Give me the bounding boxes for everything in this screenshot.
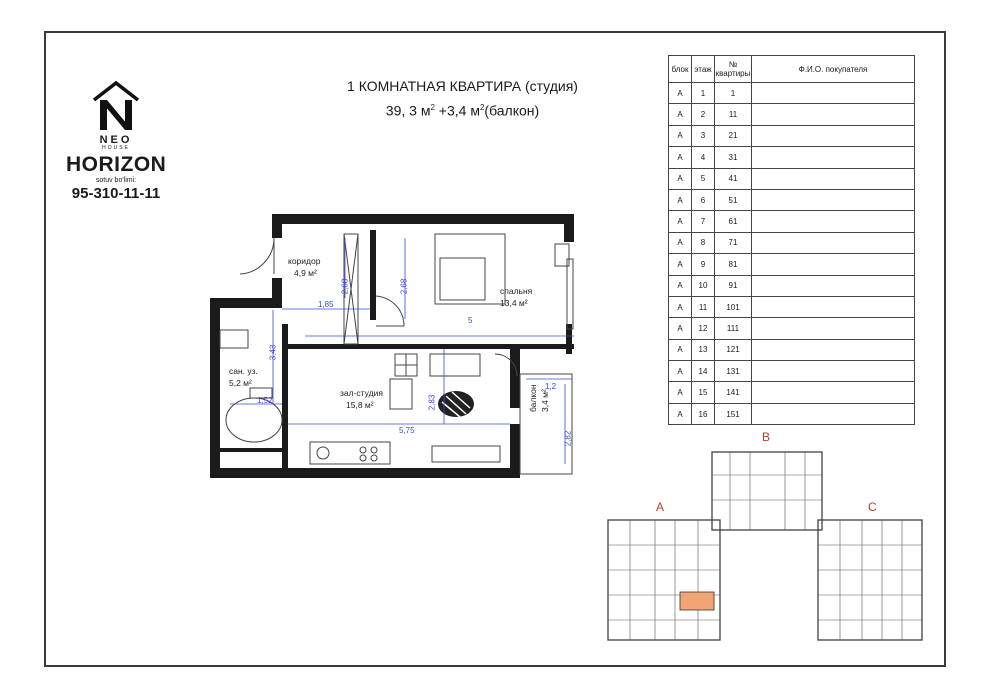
cell-floor: 2 — [692, 104, 715, 125]
cell-floor: 3 — [692, 125, 715, 146]
floor-plan — [210, 214, 590, 484]
cell-buyer — [752, 211, 915, 232]
table-row — [669, 339, 915, 360]
cell-floor: 1 — [692, 83, 715, 104]
cell-buyer — [752, 382, 915, 403]
room-balcony-name: балкон — [528, 384, 538, 412]
cell-block: A — [669, 211, 692, 232]
cell-buyer — [752, 189, 915, 210]
header-apartment: № квартиры — [715, 56, 752, 83]
cell-apartment: 41 — [715, 168, 752, 189]
block-c-outline — [818, 520, 922, 640]
cell-floor: 4 — [692, 147, 715, 168]
cell-block: A — [669, 318, 692, 339]
walls — [210, 214, 574, 478]
table-row — [669, 147, 915, 168]
cell-buyer — [752, 339, 915, 360]
cell-apartment: 11 — [715, 104, 752, 125]
dim-343: 3,43 — [268, 344, 278, 361]
highlighted-apartment — [680, 592, 714, 610]
dim-5: 5 — [468, 316, 473, 325]
cell-apartment: 121 — [715, 339, 752, 360]
cell-block: A — [669, 189, 692, 210]
block-c-label: C — [868, 500, 877, 514]
cell-block: A — [669, 403, 692, 424]
room-bedroom-name: спальня — [500, 286, 533, 296]
house-logo-icon — [91, 80, 141, 132]
cell-apartment: 81 — [715, 254, 752, 275]
cell-block: A — [669, 339, 692, 360]
table-row — [669, 189, 915, 210]
cell-block: A — [669, 125, 692, 146]
cell-floor: 14 — [692, 361, 715, 382]
room-balcony-area: 3,4 м² — [540, 389, 550, 412]
page-title — [310, 76, 615, 122]
room-living-name: зал-студия — [340, 388, 383, 398]
cell-buyer — [752, 104, 915, 125]
title-line-1: 1 КОМНАТНАЯ КВАРТИРА (студия) — [347, 78, 578, 94]
dim-152: 1,52 — [257, 396, 273, 405]
cell-block: A — [669, 83, 692, 104]
cell-floor: 9 — [692, 254, 715, 275]
cell-buyer — [752, 318, 915, 339]
dim-282: 2,82 — [563, 430, 573, 447]
logo — [66, 80, 166, 202]
cell-floor: 7 — [692, 211, 715, 232]
site-plan — [600, 440, 930, 660]
dim-185: 1,85 — [318, 300, 334, 309]
title-line-2: 39, 3 $м^2 +3,4$ $м^2(балкон)$ — [385, 102, 540, 119]
brand-sub: HOUSE — [102, 145, 130, 151]
table-row — [669, 232, 915, 253]
room-bathroom-area: 5,2 м² — [229, 378, 252, 388]
header-floor: этаж — [692, 56, 715, 83]
table-row — [669, 275, 915, 296]
cell-buyer — [752, 147, 915, 168]
room-corridor-name: коридор — [288, 256, 321, 266]
phone-number: 95-310-11-11 — [71, 185, 161, 202]
cell-buyer — [752, 275, 915, 296]
cell-apartment: 71 — [715, 232, 752, 253]
block-a-label: A — [656, 500, 665, 514]
table-row — [669, 104, 915, 125]
cell-buyer — [752, 254, 915, 275]
dim-268-left: 2,68 — [340, 278, 350, 295]
block-b-label: B — [762, 430, 771, 444]
cell-buyer — [752, 403, 915, 424]
cell-apartment: 51 — [715, 189, 752, 210]
table-row — [669, 382, 915, 403]
cell-block: A — [669, 382, 692, 403]
cell-floor: 8 — [692, 232, 715, 253]
dim-283: 2,83 — [427, 394, 437, 411]
cell-block: A — [669, 254, 692, 275]
cell-apartment: 101 — [715, 296, 752, 317]
table-row — [669, 254, 915, 275]
room-bathroom-name: сан. уз. — [229, 366, 258, 376]
header-buyer: Ф.И.О. покупателя — [752, 56, 915, 83]
buyers-table — [668, 55, 915, 425]
cell-floor: 13 — [692, 339, 715, 360]
table-row — [669, 318, 915, 339]
cell-buyer — [752, 83, 915, 104]
room-living-area: 15,8 м² — [346, 400, 374, 410]
block-a-outline — [608, 520, 720, 640]
cell-block: A — [669, 275, 692, 296]
cell-buyer — [752, 361, 915, 382]
table-row — [669, 168, 915, 189]
cell-floor: 5 — [692, 168, 715, 189]
brand-top: NEO — [99, 134, 133, 146]
cell-apartment: 31 — [715, 147, 752, 168]
cell-buyer — [752, 168, 915, 189]
cell-buyer — [752, 296, 915, 317]
table-row — [669, 211, 915, 232]
cell-block: A — [669, 232, 692, 253]
cell-block: A — [669, 361, 692, 382]
cell-floor: 10 — [692, 275, 715, 296]
cell-apartment: 111 — [715, 318, 752, 339]
cell-block: A — [669, 147, 692, 168]
table-row — [669, 83, 915, 104]
table-row — [669, 296, 915, 317]
cell-floor: 16 — [692, 403, 715, 424]
cell-apartment: 21 — [715, 125, 752, 146]
cell-floor: 15 — [692, 382, 715, 403]
block-b-outline — [712, 452, 822, 530]
cell-buyer — [752, 232, 915, 253]
room-corridor-area: 4,9 м² — [294, 268, 317, 278]
table-header-row — [669, 56, 915, 83]
cell-floor: 11 — [692, 296, 715, 317]
cell-floor: 6 — [692, 189, 715, 210]
dim-12: 1,2 — [545, 382, 557, 391]
cell-apartment: 61 — [715, 211, 752, 232]
cell-apartment: 141 — [715, 382, 752, 403]
table-row — [669, 403, 915, 424]
cell-block: A — [669, 168, 692, 189]
cell-block: A — [669, 296, 692, 317]
cell-apartment: 151 — [715, 403, 752, 424]
dim-575: 5,75 — [399, 426, 415, 435]
room-bedroom-area: 13,4 м² — [500, 298, 528, 308]
cell-apartment: 131 — [715, 361, 752, 382]
cell-apartment: 91 — [715, 275, 752, 296]
table-row — [669, 125, 915, 146]
cell-buyer — [752, 125, 915, 146]
cell-floor: 12 — [692, 318, 715, 339]
header-block: блок — [669, 56, 692, 83]
brand-main: HORIZON — [66, 153, 167, 176]
cell-block: A — [669, 104, 692, 125]
sales-label: sotuv bo'limi: — [95, 177, 137, 184]
dim-268-right: 2,68 — [399, 278, 409, 295]
table-row — [669, 361, 915, 382]
cell-apartment: 1 — [715, 83, 752, 104]
